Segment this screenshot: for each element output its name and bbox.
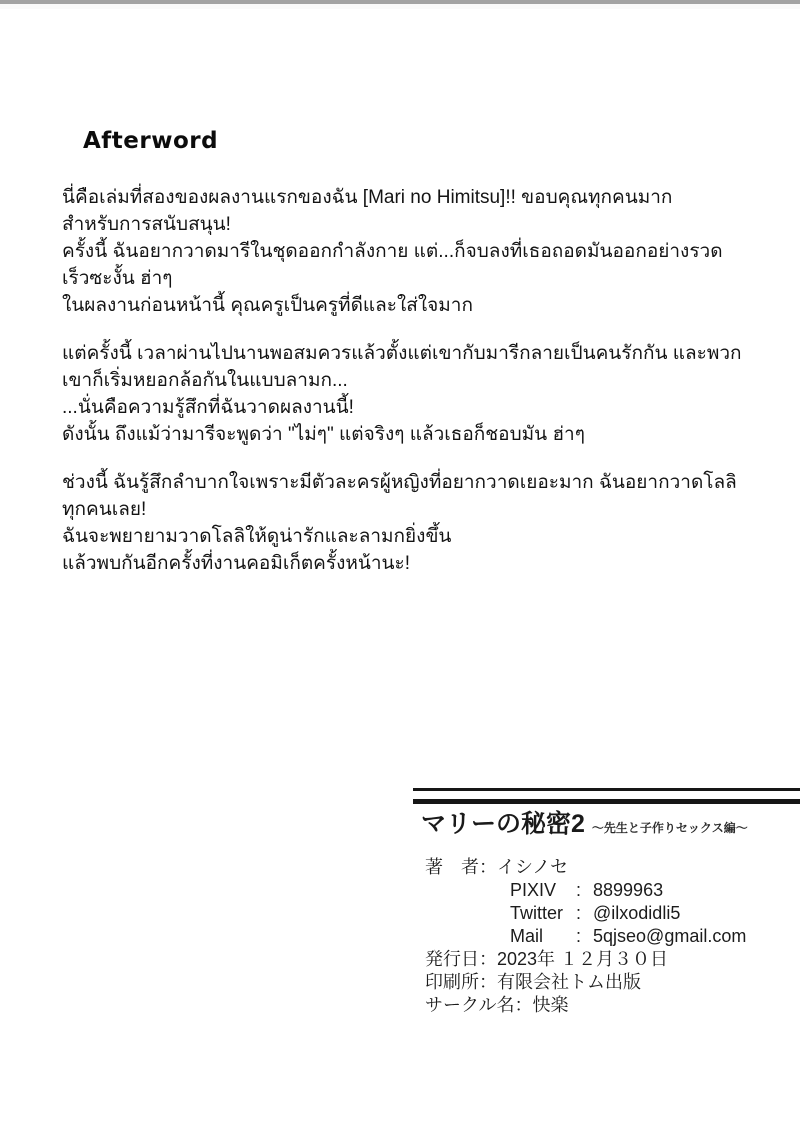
text-line: แล้วพบกันอีกครั้งที่งานคอมิเก็ตครั้งหน้านะ! bbox=[62, 553, 411, 574]
afterword-paragraph bbox=[62, 340, 762, 448]
contact-label: PIXIV bbox=[510, 880, 557, 900]
contact-colon: : bbox=[576, 880, 582, 900]
book-subtitle: ～先生と子作りセックス編～ bbox=[591, 821, 748, 835]
contact-row-mail bbox=[413, 925, 800, 948]
contact-value: 5qjseo@gmail.com bbox=[593, 926, 747, 946]
text-line: ทุกคนเลย! bbox=[62, 499, 147, 520]
contact-row-twitter bbox=[413, 902, 800, 925]
contact-label: Mail bbox=[510, 926, 544, 946]
contact-colon: : bbox=[576, 903, 582, 923]
afterword-paragraph bbox=[62, 469, 762, 577]
text-line: ในผลงานก่อนหน้านี้ คุณครูเป็นครูที่ดีและใส่ใจมาก bbox=[62, 295, 473, 316]
text-line: สำหรับการสนับสนุน! bbox=[62, 214, 231, 235]
top-scan-bar-shadow bbox=[0, 4, 800, 9]
publication-line-printer: 印刷所：有限会社トム出版 bbox=[425, 972, 641, 992]
afterword-paragraph bbox=[62, 184, 762, 319]
text-line: ครั้งนี้ ฉันอยากวาดมารีในชุดออกกำลังกาย แต่...ก็จบลงที่เธอถอดมันออกอย่างรวด bbox=[62, 241, 723, 262]
text-line: นี่คือเล่มที่สองของผลงานแรกของฉัน [Mari no Himitsu]!! ขอบคุณทุกคนมาก bbox=[62, 187, 673, 208]
colophon bbox=[413, 788, 800, 1017]
text-line: ...นั่นคือความรู้สึกที่ฉันวาดผลงานนี้! bbox=[62, 397, 354, 418]
book-title: マリーの秘密2 bbox=[421, 810, 585, 838]
afterword-body bbox=[62, 184, 762, 577]
text-line: ช่วงนี้ ฉันรู้สึกลำบากใจเพราะมีตัวละครผู้หญิงที่อยากวาดเยอะมาก ฉันอยากวาดโลลิ bbox=[62, 472, 737, 493]
colophon-rule-thin bbox=[413, 788, 800, 791]
publication-line-date: 発行日：2023年 １２月３０日 bbox=[425, 949, 669, 969]
text-line: เร็วซะงั้น ฮ่าๆ bbox=[62, 268, 173, 289]
colophon-rule-thick bbox=[413, 799, 800, 804]
text-line: ฉันจะพยายามวาดโลลิให้ดูน่ารักและลามกยิ่งขึ้น bbox=[62, 526, 452, 547]
text-line: ดังนั้น ถึงแม้ว่ามารีจะพูดว่า "ไม่ๆ" แต่จริงๆ แล้วเธอก็ชอบมัน ฮ่าๆ bbox=[62, 424, 585, 445]
contact-label: Twitter bbox=[510, 903, 564, 923]
contact-colon: : bbox=[576, 926, 582, 946]
contact-value: 8899963 bbox=[593, 880, 664, 900]
contact-row-pixiv bbox=[413, 879, 800, 902]
publication-line-circle: サークル名：快楽 bbox=[425, 995, 569, 1015]
book-title-row bbox=[413, 808, 800, 845]
contact-value: @ilxodidli5 bbox=[593, 903, 681, 923]
page-heading: Afterword bbox=[83, 128, 219, 154]
author-line: 著 者：イシノセ bbox=[425, 857, 569, 877]
text-line: เขาก็เริ่มหยอกล้อกันในแบบลามก... bbox=[62, 370, 348, 391]
text-line: แต่ครั้งนี้ เวลาผ่านไปนานพอสมควรแล้วตั้งแต่เขากับมารีกลายเป็นคนรักกัน และพวก bbox=[62, 343, 742, 364]
